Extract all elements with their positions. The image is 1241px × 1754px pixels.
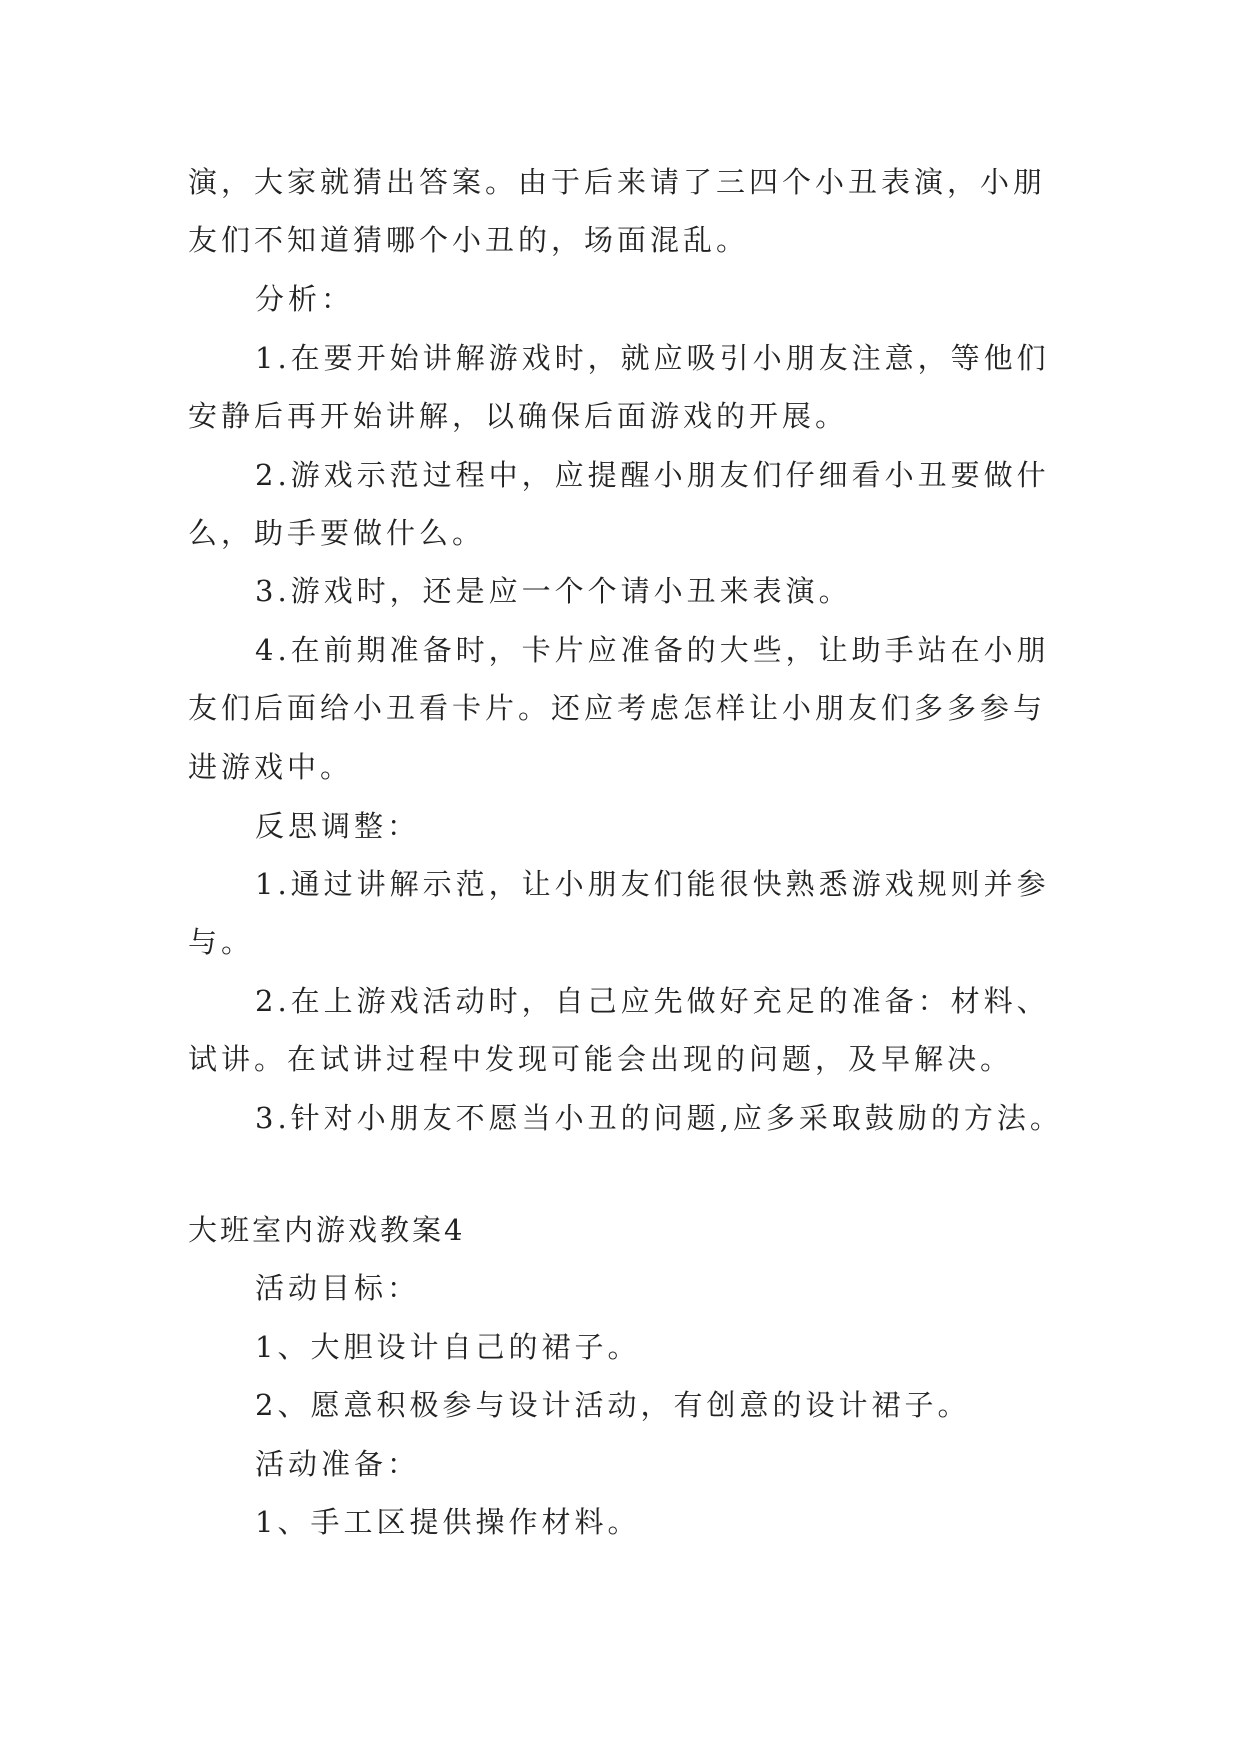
paragraph-line: 友们后面给小丑看卡片。还应考虑怎样让小朋友们多多参与	[188, 691, 1047, 725]
list-item: 3.针对小朋友不愿当小丑的问题,应多采取鼓励的方法。	[255, 1101, 1063, 1135]
paragraph-line: 试讲。在试讲过程中发现可能会出现的问题，及早解决。	[188, 1042, 1014, 1076]
list-item: 3.游戏时，还是应一个个请小丑来表演。	[255, 574, 852, 608]
section-title: 大班室内游戏教案4	[188, 1213, 466, 1247]
paragraph-line: 演，大家就猜出答案。由于后来请了三四个小丑表演，小朋	[188, 165, 1047, 199]
list-item: 4.在前期准备时，卡片应准备的大些，让助手站在小朋	[255, 633, 1050, 667]
list-item: 1、大胆设计自己的裙子。	[255, 1330, 641, 1364]
paragraph-line: 么，助手要做什么。	[188, 516, 486, 550]
list-item: 1.通过讲解示范，让小朋友们能很快熟悉游戏规则并参	[255, 867, 1050, 901]
list-item: 1.在要开始讲解游戏时，就应吸引小朋友注意，等他们	[255, 341, 1050, 375]
section-label-reflection: 反思调整：	[255, 809, 421, 843]
paragraph-line: 与。	[188, 925, 255, 959]
paragraph-line: 友们不知道猜哪个小丑的，场面混乱。	[188, 223, 750, 257]
list-item: 2.游戏示范过程中，应提醒小朋友们仔细看小丑要做什	[255, 458, 1050, 492]
section-label-analysis: 分析：	[255, 282, 355, 316]
paragraph-line: 安静后再开始讲解，以确保后面游戏的开展。	[188, 399, 849, 433]
list-item: 2.在上游戏活动时，自己应先做好充足的准备：材料、	[255, 984, 1050, 1018]
list-item: 1、手工区提供操作材料。	[255, 1505, 641, 1539]
section-label-goals: 活动目标：	[255, 1271, 421, 1305]
paragraph-line: 进游戏中。	[188, 750, 354, 784]
section-label-preparation: 活动准备：	[255, 1447, 421, 1481]
list-item: 2、愿意积极参与设计活动，有创意的设计裙子。	[255, 1388, 971, 1422]
